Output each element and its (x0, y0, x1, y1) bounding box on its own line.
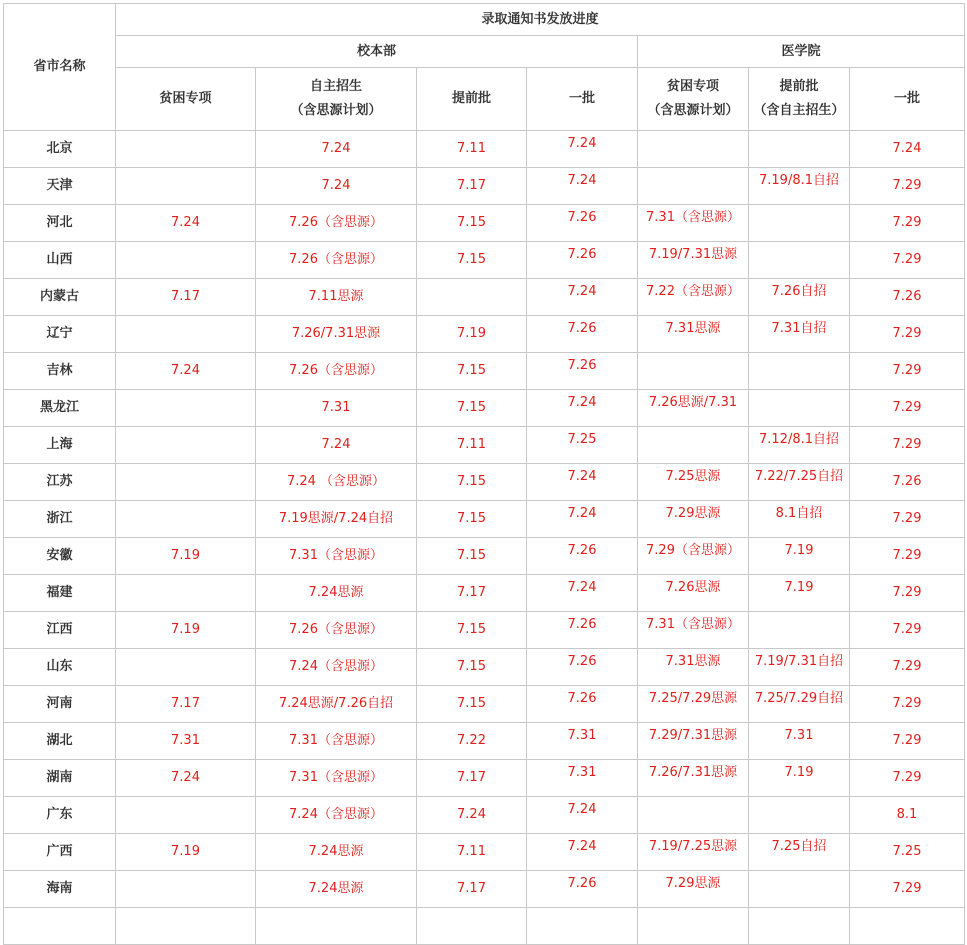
province-name: 湖南 (4, 760, 116, 797)
date-cell: 7.29 (850, 686, 965, 723)
date-cell (116, 168, 256, 205)
col-header-main-self-enroll-line1: 自主招生 (309, 79, 362, 94)
date-cell: 7.19/7.25思源 (638, 834, 749, 871)
date-cell: 7.24 (417, 797, 527, 834)
date-cell: 7.31（含思源） (638, 205, 749, 242)
col-header-med-poverty-line1: 贫困专项 (666, 79, 719, 94)
date-cell: 7.25/7.29思源 (638, 686, 749, 723)
date-cell: 7.15 (417, 242, 527, 279)
date-cell: 7.31 (116, 723, 256, 760)
date-cell: 7.24（含思源） (256, 649, 417, 686)
date-cell: 7.26 (850, 464, 965, 501)
date-cell: 7.17 (417, 871, 527, 908)
table-row (4, 612, 965, 649)
date-cell: 7.31自招 (749, 316, 850, 353)
date-cell: 7.24思源 (256, 575, 417, 612)
table-row (4, 760, 965, 797)
date-cell: 7.17 (116, 686, 256, 723)
date-cell: 7.26 (527, 538, 638, 575)
table-row (4, 649, 965, 686)
province-name: 山东 (4, 649, 116, 686)
date-cell: 7.31思源 (638, 649, 749, 686)
date-cell: 7.29 (850, 612, 965, 649)
date-cell: 7.17 (417, 168, 527, 205)
date-cell: 7.24思源 (256, 834, 417, 871)
date-cell: 7.15 (417, 205, 527, 242)
date-cell: 7.24 (527, 834, 638, 871)
date-cell: 7.26思源/7.31 (638, 390, 749, 427)
date-cell: 7.19 (749, 760, 850, 797)
col-header-med-early (749, 68, 850, 131)
date-cell: 7.26 (527, 612, 638, 649)
date-cell: 7.24 (527, 279, 638, 316)
date-cell (749, 205, 850, 242)
province-name: 吉林 (4, 353, 116, 390)
date-cell: 8.1 (850, 797, 965, 834)
date-cell: 7.25 (527, 427, 638, 464)
date-cell: 7.24 (527, 501, 638, 538)
province-name: 河南 (4, 686, 116, 723)
date-cell: 7.11 (417, 131, 527, 168)
date-cell: 7.15 (417, 390, 527, 427)
date-cell: 7.24 (527, 797, 638, 834)
province-name: 黑龙江 (4, 390, 116, 427)
col-header-med-first: 一批 (850, 68, 965, 131)
table-row (4, 538, 965, 575)
date-cell: 7.19/7.31自招 (749, 649, 850, 686)
date-cell: 7.31 (749, 723, 850, 760)
date-cell (638, 797, 749, 834)
date-cell: 7.26 (527, 316, 638, 353)
table-row (4, 205, 965, 242)
date-cell (116, 464, 256, 501)
province-name: 内蒙古 (4, 279, 116, 316)
date-cell: 7.31（含思源） (256, 760, 417, 797)
date-cell: 7.26 (527, 205, 638, 242)
date-cell: 7.22 (417, 723, 527, 760)
date-cell: 7.24 (256, 168, 417, 205)
date-cell: 7.17 (417, 575, 527, 612)
date-cell (638, 168, 749, 205)
date-cell: 7.15 (417, 538, 527, 575)
date-cell: 7.11 (417, 427, 527, 464)
date-cell: 8.1自招 (749, 501, 850, 538)
province-name: 江西 (4, 612, 116, 649)
col-header-main-self-enroll-line2: （含思源计划） (290, 103, 382, 118)
date-cell: 7.31 (527, 760, 638, 797)
date-cell: 7.29 (850, 427, 965, 464)
date-cell: 7.29 (850, 501, 965, 538)
date-cell: 7.29（含思源） (638, 538, 749, 575)
group-header-medical-school: 医学院 (638, 36, 965, 68)
date-cell (749, 242, 850, 279)
date-cell (638, 427, 749, 464)
table-row (4, 168, 965, 205)
date-cell: 7.22/7.25自招 (749, 464, 850, 501)
date-cell: 7.29/7.31思源 (638, 723, 749, 760)
table-row (4, 575, 965, 612)
date-cell: 7.29 (850, 538, 965, 575)
date-cell: 7.24 (527, 390, 638, 427)
date-cell: 7.26（含思源） (256, 353, 417, 390)
province-name: 安徽 (4, 538, 116, 575)
date-cell: 7.26 (850, 279, 965, 316)
date-cell: 7.25思源 (638, 464, 749, 501)
date-cell (116, 131, 256, 168)
date-cell (116, 649, 256, 686)
table-row (4, 242, 965, 279)
date-cell (749, 131, 850, 168)
date-cell: 7.24 (256, 131, 417, 168)
table-row (4, 908, 965, 945)
date-cell (417, 908, 527, 945)
col-header-main-early: 提前批 (417, 68, 527, 131)
province-name: 河北 (4, 205, 116, 242)
date-cell: 7.31 (256, 390, 417, 427)
date-cell: 7.29 (850, 871, 965, 908)
date-cell: 7.19/8.1自招 (749, 168, 850, 205)
col-header-med-poverty (638, 68, 749, 131)
date-cell: 7.19 (749, 538, 850, 575)
table-title: 录取通知书发放进度 (116, 4, 965, 36)
date-cell: 7.24 (527, 131, 638, 168)
date-cell: 7.26/7.31思源 (256, 316, 417, 353)
date-cell (417, 279, 527, 316)
date-cell: 7.26/7.31思源 (638, 760, 749, 797)
date-cell: 7.19 (749, 575, 850, 612)
col-header-med-poverty-line2: （含思源计划） (647, 103, 739, 118)
table-row (4, 131, 965, 168)
date-cell (850, 908, 965, 945)
date-cell (527, 908, 638, 945)
date-cell: 7.26（含思源） (256, 612, 417, 649)
date-cell: 7.15 (417, 649, 527, 686)
province-name: 辽宁 (4, 316, 116, 353)
table-row (4, 501, 965, 538)
date-cell: 7.29 (850, 353, 965, 390)
date-cell (749, 612, 850, 649)
date-cell: 7.26自招 (749, 279, 850, 316)
table-row (4, 871, 965, 908)
date-cell: 7.15 (417, 612, 527, 649)
date-cell: 7.29 (850, 168, 965, 205)
table-row (4, 834, 965, 871)
table-row (4, 390, 965, 427)
province-name: 上海 (4, 427, 116, 464)
date-cell: 7.15 (417, 686, 527, 723)
date-cell: 7.24 (116, 353, 256, 390)
date-cell (116, 575, 256, 612)
table-row (4, 723, 965, 760)
province-name: 湖北 (4, 723, 116, 760)
date-cell: 7.24 (256, 427, 417, 464)
date-cell: 7.31（含思源） (256, 723, 417, 760)
date-cell: 7.29思源 (638, 501, 749, 538)
date-cell: 7.24 (116, 760, 256, 797)
table-row (4, 686, 965, 723)
date-cell: 7.15 (417, 464, 527, 501)
date-cell: 7.31（含思源） (256, 538, 417, 575)
col-header-main-self-enroll (256, 68, 417, 131)
date-cell (638, 131, 749, 168)
date-cell: 7.24 (850, 131, 965, 168)
table-row (4, 464, 965, 501)
table-row (4, 316, 965, 353)
date-cell: 7.24 (527, 575, 638, 612)
table-row (4, 427, 965, 464)
date-cell: 7.26（含思源） (256, 242, 417, 279)
date-cell: 7.19 (116, 612, 256, 649)
province-name (4, 908, 116, 945)
date-cell: 7.26（含思源） (256, 205, 417, 242)
date-cell: 7.26 (527, 686, 638, 723)
col-header-med-early-line1: 提前批 (779, 79, 819, 94)
date-cell: 7.29 (850, 242, 965, 279)
date-cell: 7.29 (850, 390, 965, 427)
date-cell (116, 871, 256, 908)
date-cell: 7.17 (417, 760, 527, 797)
date-cell: 7.26 (527, 649, 638, 686)
province-name: 海南 (4, 871, 116, 908)
date-cell: 7.26 (527, 242, 638, 279)
date-cell: 7.26 (527, 353, 638, 390)
date-cell: 7.12/8.1自招 (749, 427, 850, 464)
date-cell: 7.25/7.29自招 (749, 686, 850, 723)
date-cell: 7.31（含思源） (638, 612, 749, 649)
date-cell (116, 797, 256, 834)
table-row (4, 279, 965, 316)
date-cell (116, 242, 256, 279)
date-cell: 7.26思源 (638, 575, 749, 612)
province-name: 江苏 (4, 464, 116, 501)
date-cell (749, 871, 850, 908)
date-cell: 7.11 (417, 834, 527, 871)
date-cell: 7.25 (850, 834, 965, 871)
col-header-main-poverty: 贫困专项 (116, 68, 256, 131)
date-cell: 7.31思源 (638, 316, 749, 353)
date-cell: 7.31 (527, 723, 638, 760)
col-header-med-early-line2: （含自主招生） (753, 103, 845, 118)
date-cell (749, 797, 850, 834)
admission-notice-progress-table (3, 3, 965, 945)
date-cell: 7.24 (116, 205, 256, 242)
date-cell (638, 353, 749, 390)
date-cell (749, 353, 850, 390)
date-cell (116, 501, 256, 538)
date-cell (638, 908, 749, 945)
date-cell: 7.19/7.31思源 (638, 242, 749, 279)
date-cell: 7.24 （含思源） (256, 464, 417, 501)
date-cell: 7.15 (417, 501, 527, 538)
date-cell: 7.29 (850, 575, 965, 612)
date-cell: 7.19 (116, 538, 256, 575)
province-header: 省市名称 (4, 4, 116, 131)
date-cell: 7.22（含思源） (638, 279, 749, 316)
col-header-main-first: 一批 (527, 68, 638, 131)
date-cell: 7.15 (417, 353, 527, 390)
date-cell (749, 908, 850, 945)
date-cell: 7.29 (850, 760, 965, 797)
table-row (4, 797, 965, 834)
date-cell: 7.25自招 (749, 834, 850, 871)
date-cell (256, 908, 417, 945)
date-cell: 7.11思源 (256, 279, 417, 316)
province-name: 浙江 (4, 501, 116, 538)
date-cell: 7.19 (116, 834, 256, 871)
date-cell: 7.17 (116, 279, 256, 316)
date-cell: 7.24思源/7.26自招 (256, 686, 417, 723)
date-cell (116, 390, 256, 427)
date-cell: 7.24 (527, 168, 638, 205)
date-cell: 7.29 (850, 723, 965, 760)
date-cell: 7.29 (850, 316, 965, 353)
date-cell: 7.24思源 (256, 871, 417, 908)
date-cell: 7.24（含思源） (256, 797, 417, 834)
date-cell: 7.19思源/7.24自招 (256, 501, 417, 538)
province-name: 北京 (4, 131, 116, 168)
province-name: 山西 (4, 242, 116, 279)
date-cell: 7.19 (417, 316, 527, 353)
province-name: 天津 (4, 168, 116, 205)
date-cell (749, 390, 850, 427)
table-row (4, 353, 965, 390)
date-cell: 7.26 (527, 871, 638, 908)
date-cell (116, 908, 256, 945)
date-cell (116, 427, 256, 464)
date-cell: 7.24 (527, 464, 638, 501)
province-name: 福建 (4, 575, 116, 612)
province-name: 广西 (4, 834, 116, 871)
province-name: 广东 (4, 797, 116, 834)
group-header-main-campus: 校本部 (116, 36, 638, 68)
date-cell: 7.29 (850, 205, 965, 242)
date-cell: 7.29 (850, 649, 965, 686)
date-cell (116, 316, 256, 353)
date-cell: 7.29思源 (638, 871, 749, 908)
